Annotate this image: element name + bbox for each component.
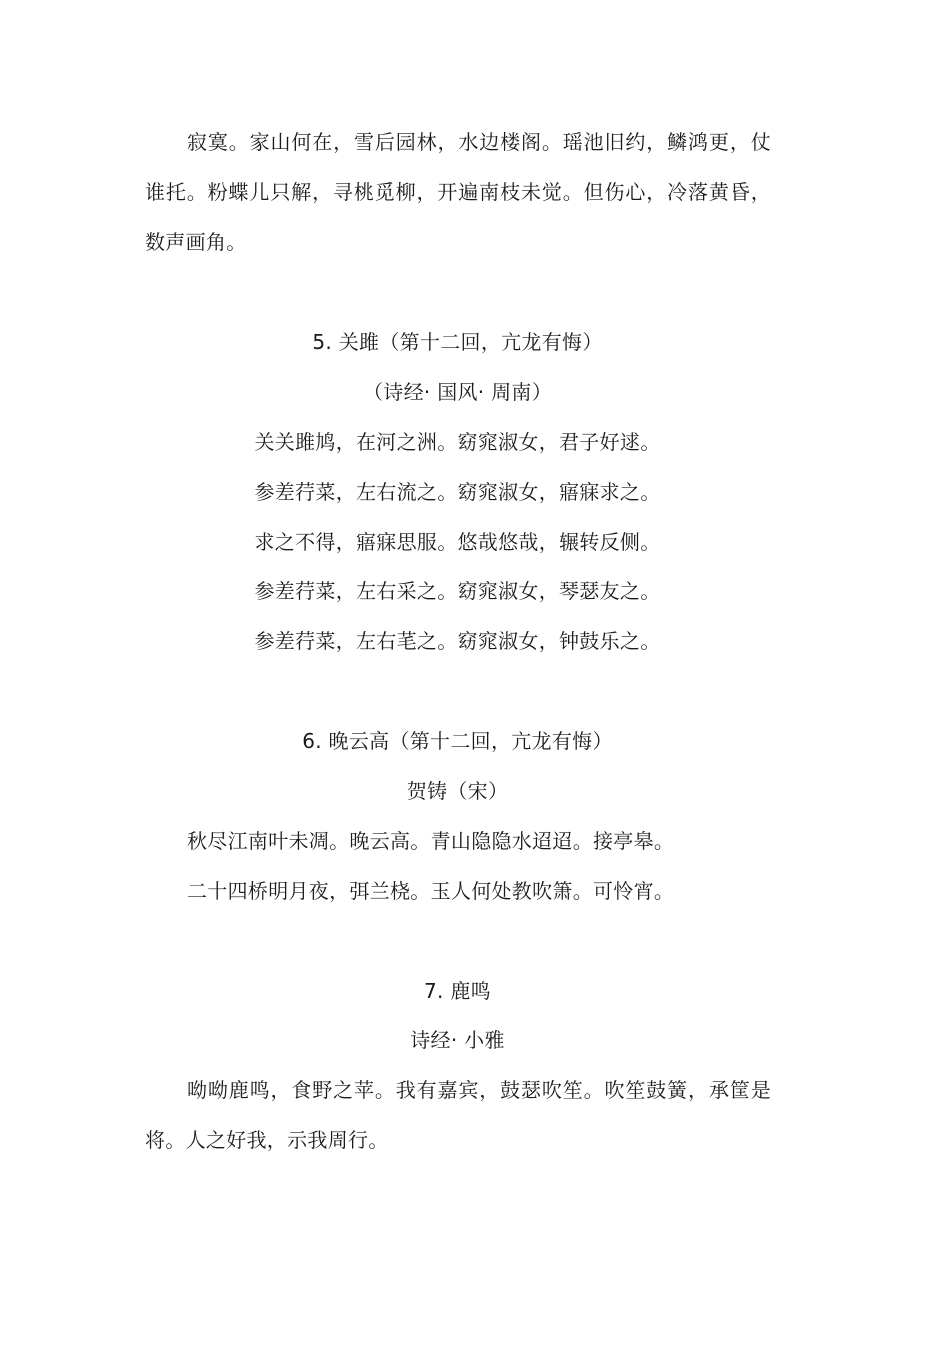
section7-line-1: 呦呦鹿鸣，食野之苹。我有嘉宾，鼓瑟吹笙。吹笙鼓簧，承筐是: [187, 1078, 771, 1102]
poem-line: 参差荇菜，左右采之。窈窕淑女，琴瑟友之。: [254, 579, 661, 603]
poem-line: 二十四桥明月夜，弭兰桡。玉人何处教吹箫。可怜宵。: [187, 879, 675, 903]
poem-line: 参差荇菜，左右流之。窈窕淑女，寤寐求之。: [254, 480, 661, 504]
poem-line: 参差荇菜，左右芼之。窈窕淑女，钟鼓乐之。: [254, 629, 661, 653]
intro-line-1: 寂寞。家山何在，雪后园林，水边楼阁。瑶池旧约，鳞鸿更，仗: [187, 130, 771, 154]
section7-source: 诗经· 小雅: [410, 1028, 505, 1052]
intro-line-3: 数声画角。: [145, 230, 247, 254]
poem-line: 秋尽江南叶未凋。晚云高。青山隐隐水迢迢。接亭皋。: [187, 829, 675, 853]
intro-line-2: 谁托。粉蝶儿只解，寻桃觅柳，开遍南枝未觉。但伤心，冷落黄昏，: [145, 180, 771, 204]
section5-source: （诗经· 国风· 周南）: [362, 380, 553, 404]
section7-line-2: 将。人之好我，示我周行。: [145, 1128, 389, 1152]
section6-title: 6. 晚云高（第十二回，亢龙有悔）: [302, 729, 613, 753]
section6-source: 贺铸（宋）: [406, 779, 509, 803]
poem-line: 求之不得，寤寐思服。悠哉悠哉，辗转反侧。: [254, 530, 661, 554]
poem-line: 关关雎鸠，在河之洲。窈窕淑女，君子好逑。: [254, 430, 661, 454]
section5-title: 5. 关雎（第十二回，亢龙有悔）: [312, 330, 603, 354]
section7-title: 7. 鹿鸣: [424, 979, 491, 1003]
